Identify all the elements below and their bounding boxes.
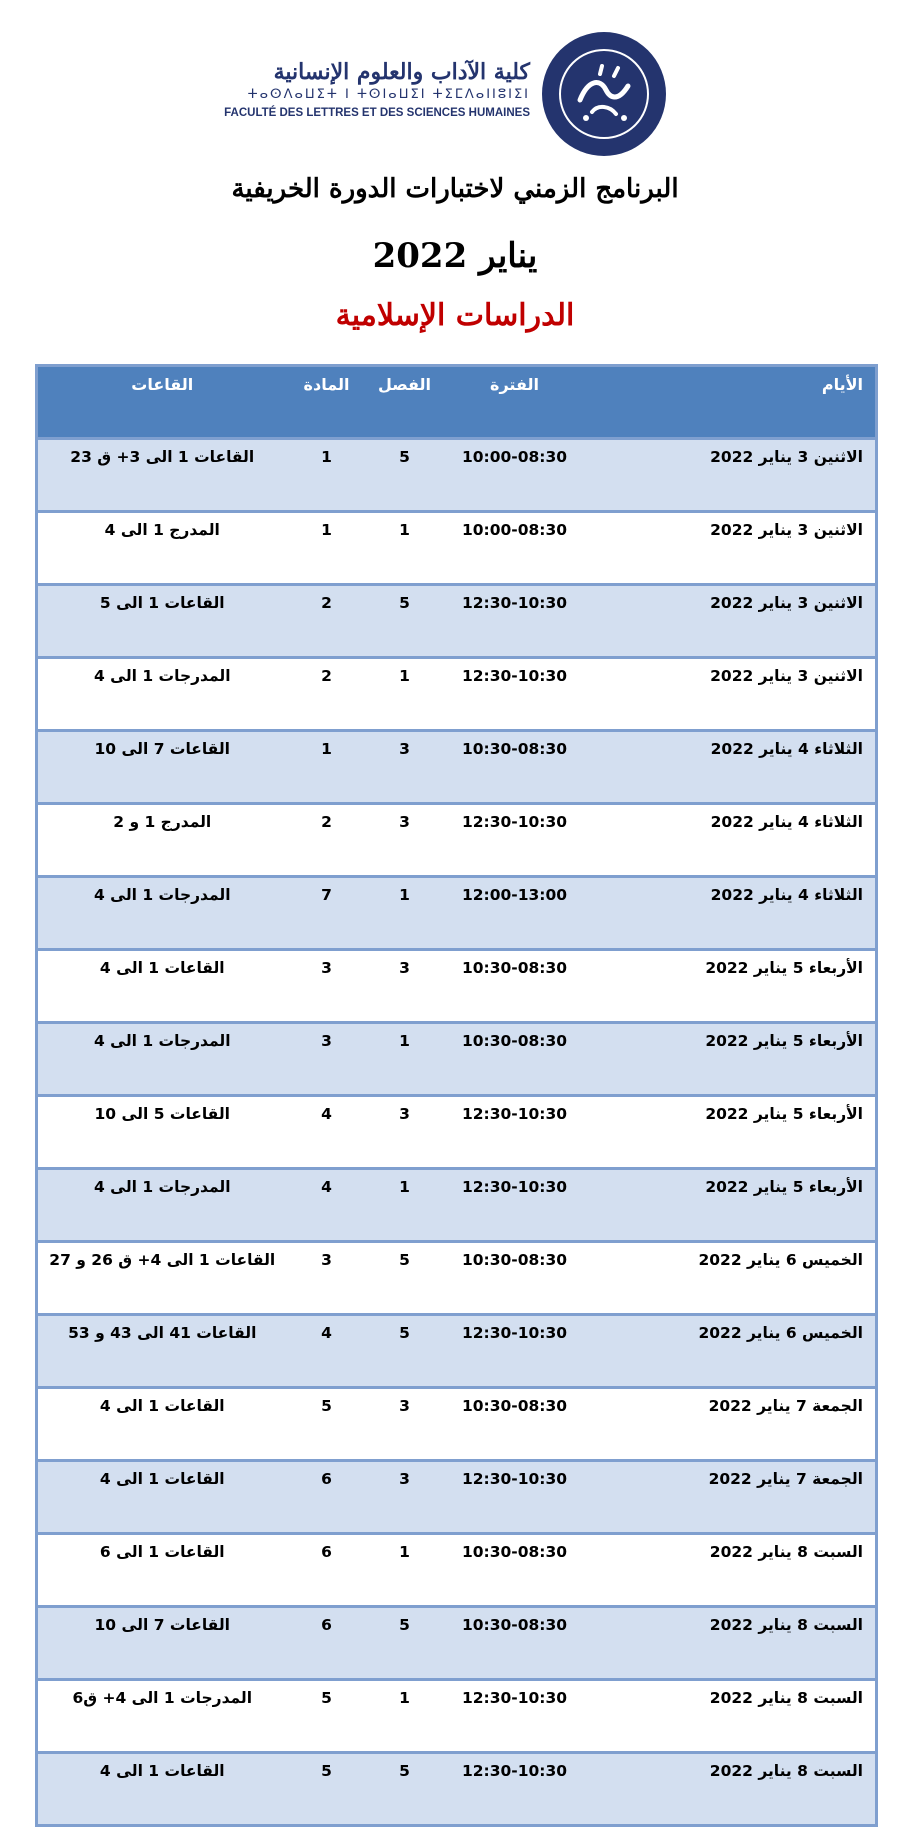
cell-semester: 3 xyxy=(367,950,443,1023)
cell-semester: 5 xyxy=(367,1315,443,1388)
cell-semester: 1 xyxy=(367,1680,443,1753)
table-row xyxy=(37,1607,877,1680)
cell-halls: القاعات 1 الى 4 xyxy=(37,950,287,1023)
faculty-name-french: FACULTÉ DES LETTRES ET DES SCIENCES HUMAINES xyxy=(224,107,530,119)
cell-halls: القاعات 1 الى 3+ ق 23 xyxy=(37,439,287,512)
cell-semester: 3 xyxy=(367,1388,443,1461)
cell-semester: 5 xyxy=(367,1753,443,1826)
cell-day: الأربعاء 5 يناير 2022 xyxy=(587,1023,877,1096)
table-row xyxy=(37,1534,877,1607)
cell-day: الأربعاء 5 يناير 2022 xyxy=(587,1169,877,1242)
cell-semester: 1 xyxy=(367,512,443,585)
column-header-subject: المادة xyxy=(287,366,367,439)
table-row xyxy=(37,585,877,658)
cell-subject: 7 xyxy=(287,877,367,950)
cell-halls: المدرجات 1 الى 4 xyxy=(37,1169,287,1242)
cell-period: 12:30-10:30 xyxy=(443,1461,587,1534)
cell-subject: 4 xyxy=(287,1315,367,1388)
cell-semester: 3 xyxy=(367,1461,443,1534)
column-header-period: الفترة xyxy=(443,366,587,439)
cell-semester: 1 xyxy=(367,877,443,950)
cell-subject: 5 xyxy=(287,1753,367,1826)
cell-halls: المدرجات 1 الى 4 xyxy=(37,877,287,950)
cell-period: 12:30-10:30 xyxy=(443,658,587,731)
table-row xyxy=(37,658,877,731)
cell-day: السبت 8 يناير 2022 xyxy=(587,1534,877,1607)
cell-day: الخميس 6 يناير 2022 xyxy=(587,1315,877,1388)
cell-subject: 3 xyxy=(287,1023,367,1096)
cell-day: السبت 8 يناير 2022 xyxy=(587,1680,877,1753)
table-row xyxy=(37,877,877,950)
table-row xyxy=(37,512,877,585)
table-row xyxy=(37,439,877,512)
cell-semester: 3 xyxy=(367,1096,443,1169)
exam-schedule-table xyxy=(35,364,878,1827)
table-row xyxy=(37,1169,877,1242)
cell-day: الجمعة 7 يناير 2022 xyxy=(587,1388,877,1461)
table-row xyxy=(37,1242,877,1315)
faculty-name-tifinagh: ⵜⴰⵙⴷⴰⵡⵉⵜ ⵏ ⵜⵙⵏⴰⵡⵉⵏ ⵜⵉⵎⴷⴰⵏⵏⵓⵏⵉⵏ xyxy=(247,87,530,102)
table-row xyxy=(37,1315,877,1388)
cell-period: 12:30-10:30 xyxy=(443,1096,587,1169)
cell-subject: 5 xyxy=(287,1680,367,1753)
cell-halls: القاعات 1 الى 5 xyxy=(37,585,287,658)
cell-day: السبت 8 يناير 2022 xyxy=(587,1607,877,1680)
cell-day: الثلاثاء 4 يناير 2022 xyxy=(587,731,877,804)
cell-semester: 3 xyxy=(367,804,443,877)
cell-period: 12:30-10:30 xyxy=(443,1169,587,1242)
cell-period: 10:30-08:30 xyxy=(443,1388,587,1461)
cell-period: 12:30-10:30 xyxy=(443,1315,587,1388)
cell-semester: 5 xyxy=(367,1607,443,1680)
page-title: البرنامج الزمني لاختبارات الدورة الخريفية xyxy=(231,174,679,204)
table-row xyxy=(37,1461,877,1534)
cell-semester: 1 xyxy=(367,1169,443,1242)
schedule-rows xyxy=(37,439,877,1826)
cell-halls: المدرج 1 الى 4 xyxy=(37,512,287,585)
cell-period: 10:30-08:30 xyxy=(443,1023,587,1096)
cell-day: الثلاثاء 4 يناير 2022 xyxy=(587,804,877,877)
cell-day: الجمعة 7 يناير 2022 xyxy=(587,1461,877,1534)
cell-subject: 2 xyxy=(287,585,367,658)
cell-day: السبت 8 يناير 2022 xyxy=(587,1753,877,1826)
cell-halls: المدرج 1 و 2 xyxy=(37,804,287,877)
cell-period: 10:30-08:30 xyxy=(443,1242,587,1315)
cell-subject: 4 xyxy=(287,1096,367,1169)
cell-subject: 3 xyxy=(287,1242,367,1315)
cell-halls: القاعات 1 الى 4 xyxy=(37,1753,287,1826)
cell-period: 10:00-08:30 xyxy=(443,512,587,585)
cell-period: 10:30-08:30 xyxy=(443,950,587,1023)
cell-semester: 5 xyxy=(367,439,443,512)
cell-day: الثلاثاء 4 يناير 2022 xyxy=(587,877,877,950)
cell-day: الخميس 6 يناير 2022 xyxy=(587,1242,877,1315)
table-row xyxy=(37,731,877,804)
cell-semester: 3 xyxy=(367,731,443,804)
cell-period: 12:30-10:30 xyxy=(443,585,587,658)
cell-period: 12:00-13:00 xyxy=(443,877,587,950)
cell-halls: القاعات 41 الى 43 و 53 xyxy=(37,1315,287,1388)
cell-subject: 3 xyxy=(287,950,367,1023)
column-header-halls: القاعات xyxy=(37,366,287,439)
cell-halls: المدرجات 1 الى 4 xyxy=(37,658,287,731)
cell-subject: 2 xyxy=(287,658,367,731)
cell-period: 10:00-08:30 xyxy=(443,439,587,512)
column-header-semester: الفصل xyxy=(367,366,443,439)
cell-semester: 1 xyxy=(367,1534,443,1607)
cell-subject: 6 xyxy=(287,1534,367,1607)
faculty-name-arabic: كلية الآداب والعلوم الإنسانية xyxy=(273,59,530,85)
cell-period: 12:30-10:30 xyxy=(443,1680,587,1753)
cell-period: 12:30-10:30 xyxy=(443,1753,587,1826)
cell-halls: القاعات 1 الى 4 xyxy=(37,1461,287,1534)
cell-semester: 5 xyxy=(367,585,443,658)
cell-halls: القاعات 1 الى 6 xyxy=(37,1534,287,1607)
column-header-days: الأيام xyxy=(587,366,877,439)
table-row xyxy=(37,1388,877,1461)
department-name: الدراسات الإسلامية xyxy=(335,298,575,333)
table-row xyxy=(37,950,877,1023)
cell-halls: القاعات 1 الى 4+ ق 26 و 27 xyxy=(37,1242,287,1315)
cell-period: 10:30-08:30 xyxy=(443,1607,587,1680)
page-subtitle: يناير 2022 xyxy=(372,236,538,276)
cell-subject: 5 xyxy=(287,1388,367,1461)
cell-semester: 1 xyxy=(367,658,443,731)
university-seal-logo xyxy=(540,30,668,158)
table-row xyxy=(37,1096,877,1169)
cell-period: 10:30-08:30 xyxy=(443,1534,587,1607)
cell-subject: 6 xyxy=(287,1607,367,1680)
cell-subject: 1 xyxy=(287,731,367,804)
table-row xyxy=(37,1753,877,1826)
table-header-row xyxy=(37,366,877,439)
cell-subject: 1 xyxy=(287,512,367,585)
table-row xyxy=(37,1023,877,1096)
cell-period: 10:30-08:30 xyxy=(443,731,587,804)
faculty-logo-text xyxy=(220,58,530,122)
page-header xyxy=(0,28,910,163)
cell-day: الاثنين 3 يناير 2022 xyxy=(587,439,877,512)
cell-day: الأربعاء 5 يناير 2022 xyxy=(587,950,877,1023)
cell-period: 12:30-10:30 xyxy=(443,804,587,877)
cell-semester: 5 xyxy=(367,1242,443,1315)
cell-halls: القاعات 7 الى 10 xyxy=(37,731,287,804)
cell-subject: 2 xyxy=(287,804,367,877)
cell-day: الأربعاء 5 يناير 2022 xyxy=(587,1096,877,1169)
cell-subject: 1 xyxy=(287,439,367,512)
cell-semester: 1 xyxy=(367,1023,443,1096)
cell-halls: القاعات 5 الى 10 xyxy=(37,1096,287,1169)
cell-halls: القاعات 7 الى 10 xyxy=(37,1607,287,1680)
cell-halls: القاعات 1 الى 4 xyxy=(37,1388,287,1461)
cell-day: الاثنين 3 يناير 2022 xyxy=(587,658,877,731)
cell-halls: المدرجات 1 الى 4+ ق6 xyxy=(37,1680,287,1753)
cell-day: الاثنين 3 يناير 2022 xyxy=(587,512,877,585)
table-row xyxy=(37,804,877,877)
cell-subject: 4 xyxy=(287,1169,367,1242)
cell-day: الاثنين 3 يناير 2022 xyxy=(587,585,877,658)
cell-halls: المدرجات 1 الى 4 xyxy=(37,1023,287,1096)
cell-subject: 6 xyxy=(287,1461,367,1534)
table-row xyxy=(37,1680,877,1753)
